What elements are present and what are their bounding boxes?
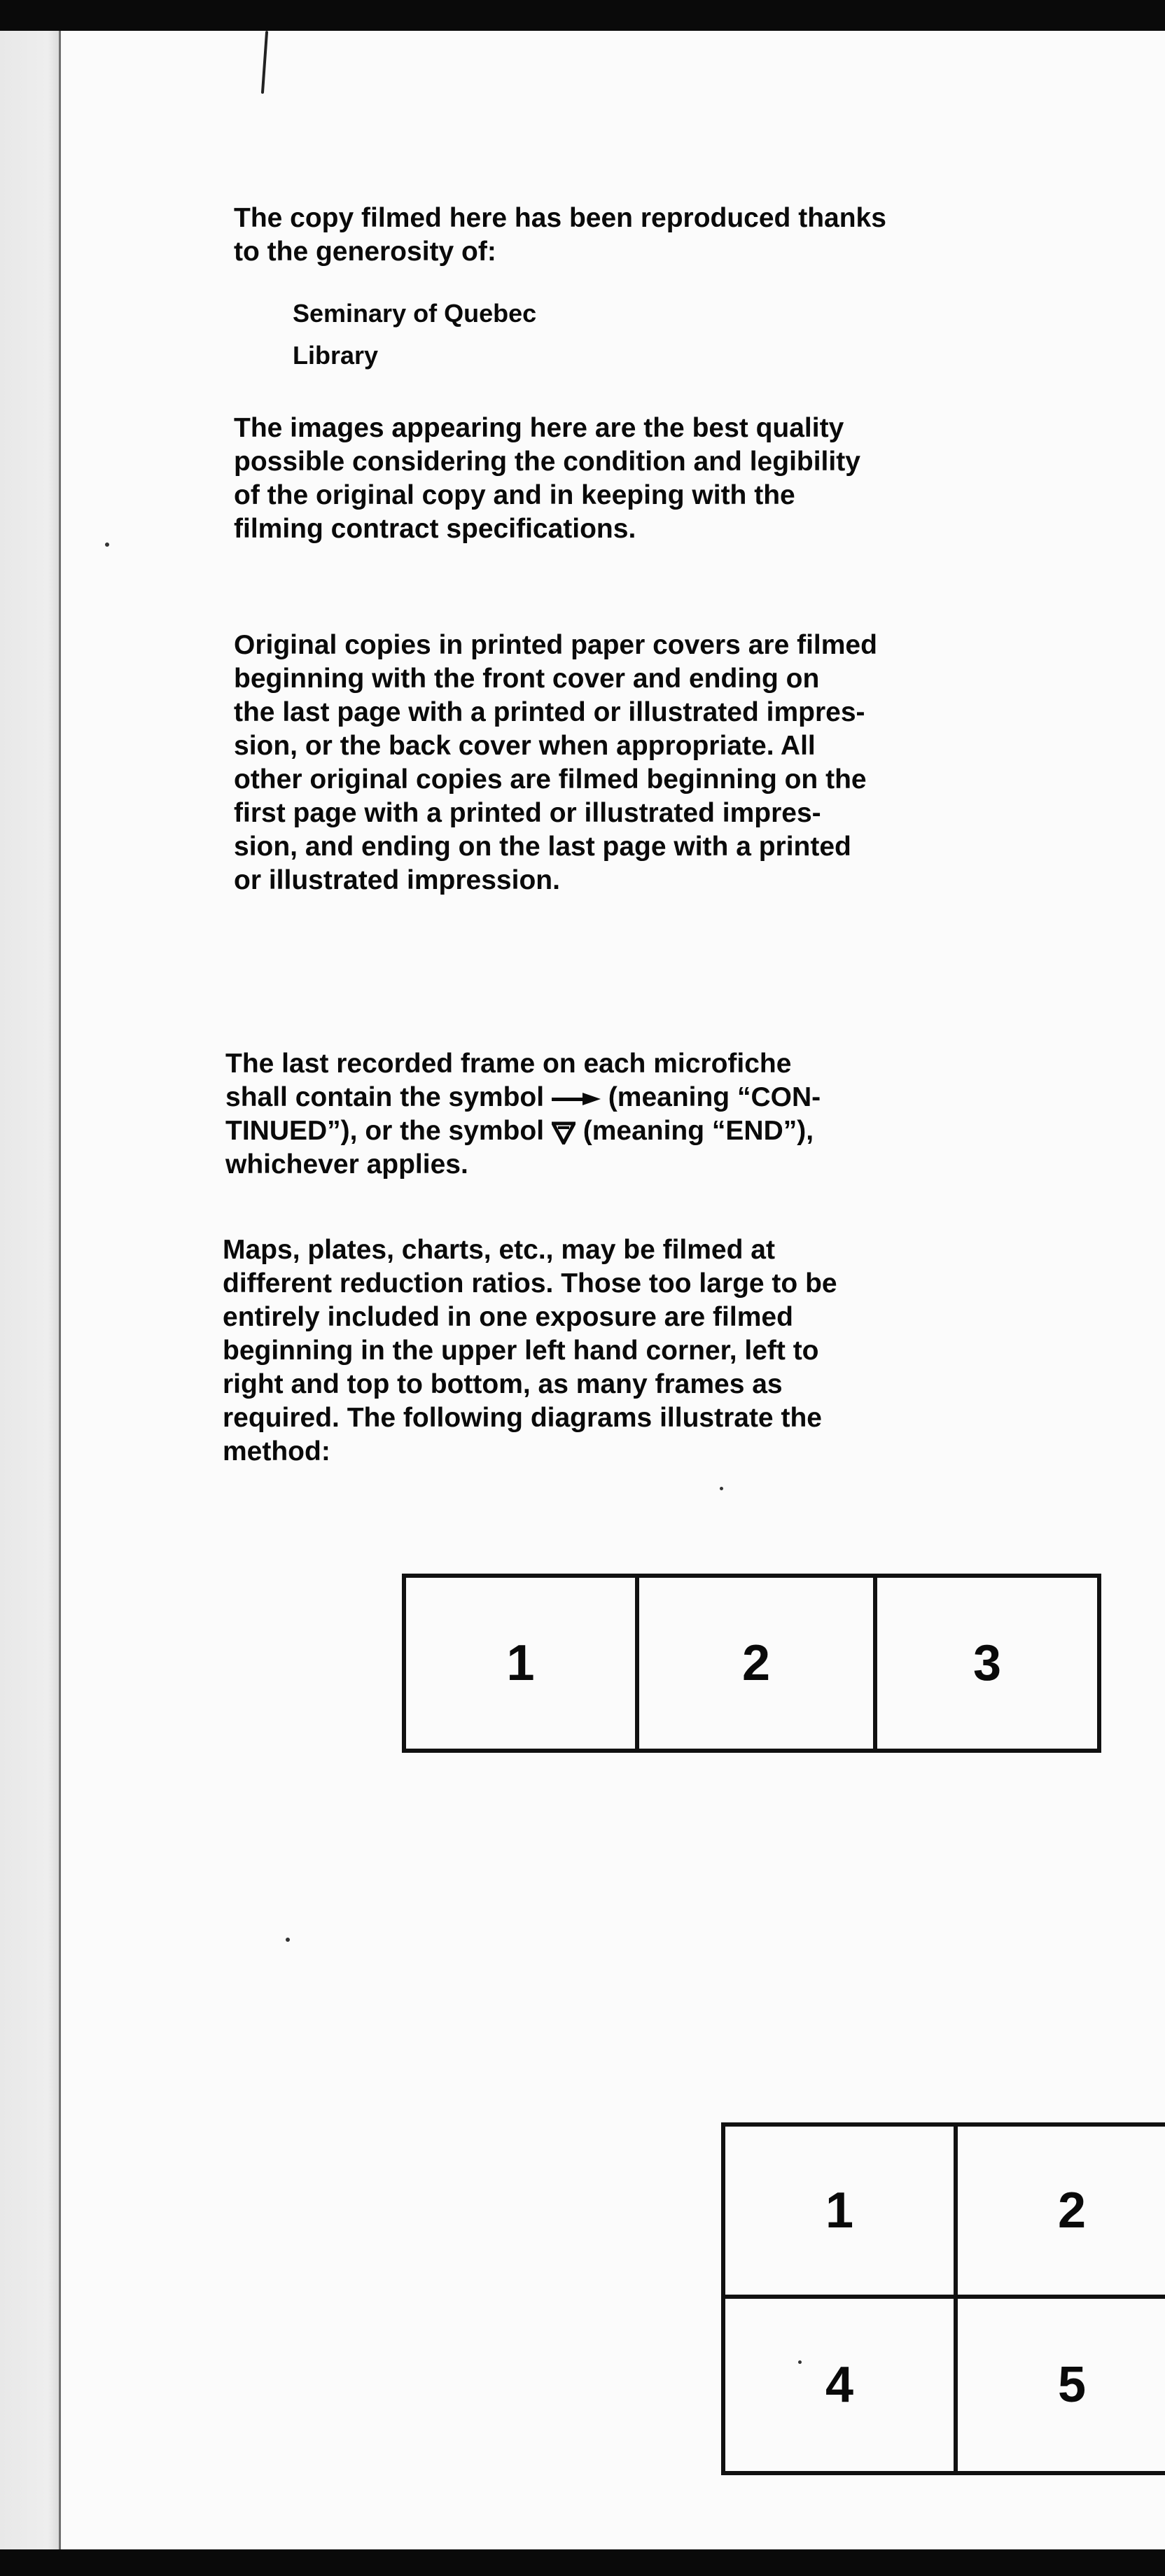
text-line: Seminary of Quebec: [293, 299, 537, 328]
text-line: The copy filmed here has been reproduced thanks: [234, 203, 886, 233]
continued-arrow-icon: [552, 1092, 601, 1106]
text-line: beginning in the upper left hand corner, left to: [223, 1336, 819, 1366]
text-line: The last recorded frame on each microfiche: [225, 1049, 792, 1079]
scan-top-border: [0, 0, 1165, 31]
frame-sequence-diagram: [402, 1574, 1101, 1753]
scan-bottom-border: [0, 2549, 1165, 2576]
text-line: filming contract specifications.: [234, 514, 636, 544]
quality-paragraph: [234, 412, 860, 546]
reduction-ratio-paragraph: [223, 1233, 837, 1469]
text-line: other original copies are filmed beginning on the: [234, 764, 867, 794]
scan-speck: [720, 1487, 723, 1490]
text-line: possible considering the condition and legibility: [234, 447, 860, 477]
scan-speck: [286, 1938, 290, 1942]
text-line: first page with a printed or illustrated impres-: [234, 798, 821, 828]
filming-order-paragraph: [234, 629, 877, 897]
text-line: method:: [223, 1436, 330, 1466]
text-line: [225, 1114, 821, 1148]
diagram-frame-cell: 2: [741, 1635, 771, 1691]
scan-scratch-mark: [261, 31, 268, 94]
text-line: sion, and ending on the last page with a printed: [234, 832, 851, 862]
text-line: right and top to bottom, as many frames as: [223, 1369, 783, 1399]
text-line: sion, or the back cover when appropriate. All: [234, 731, 816, 761]
text-segment: shall contain the symbol: [225, 1082, 545, 1112]
text-line: entirely included in one exposure are filmed: [223, 1302, 793, 1332]
text-line: Original copies in printed paper covers are filmed: [234, 630, 877, 660]
text-line: or illustrated impression.: [234, 865, 560, 895]
diagram-frame-cell: 2: [1057, 2183, 1087, 2239]
scan-speck: [798, 2360, 802, 2364]
page-fold-line: [59, 31, 61, 2549]
text-line: whichever applies.: [225, 1149, 468, 1180]
symbol-paragraph: [225, 1047, 821, 1182]
text-line: [225, 1081, 821, 1114]
page-left-margin: [0, 31, 60, 2549]
acknowledgement-paragraph: [234, 202, 886, 269]
text-line: of the original copy and in keeping with the: [234, 480, 795, 510]
frame-grid-diagram: [721, 2122, 1165, 2475]
diagram-frame-cell: 1: [825, 2183, 854, 2239]
diagram-frame-cell: 1: [506, 1635, 535, 1691]
text-line: required. The following diagrams illustrate the: [223, 1403, 822, 1433]
text-line: Library: [293, 341, 379, 370]
text-line: beginning with the front cover and ending on: [234, 664, 820, 694]
donor-name: [293, 293, 536, 377]
text-segment: (meaning “CON-: [608, 1082, 821, 1112]
text-line: Maps, plates, charts, etc., may be filmed at: [223, 1235, 775, 1265]
scan-speck: [105, 542, 109, 547]
diagram-frame-cell: 5: [1057, 2357, 1087, 2413]
text-segment: (meaning “END”),: [582, 1116, 814, 1146]
text-line: different reduction ratios. Those too large to be: [223, 1268, 837, 1298]
diagram-frame-cell: 3: [972, 1635, 1002, 1691]
text-line: the last page with a printed or illustrated impres-: [234, 697, 865, 727]
text-line: to the generosity of:: [234, 237, 496, 267]
diagram-frame-cell: 4: [825, 2357, 854, 2413]
text-segment: TINUED”), or the symbol: [225, 1116, 545, 1146]
text-line: The images appearing here are the best quality: [234, 413, 844, 443]
end-triangle-icon: [552, 1121, 575, 1144]
